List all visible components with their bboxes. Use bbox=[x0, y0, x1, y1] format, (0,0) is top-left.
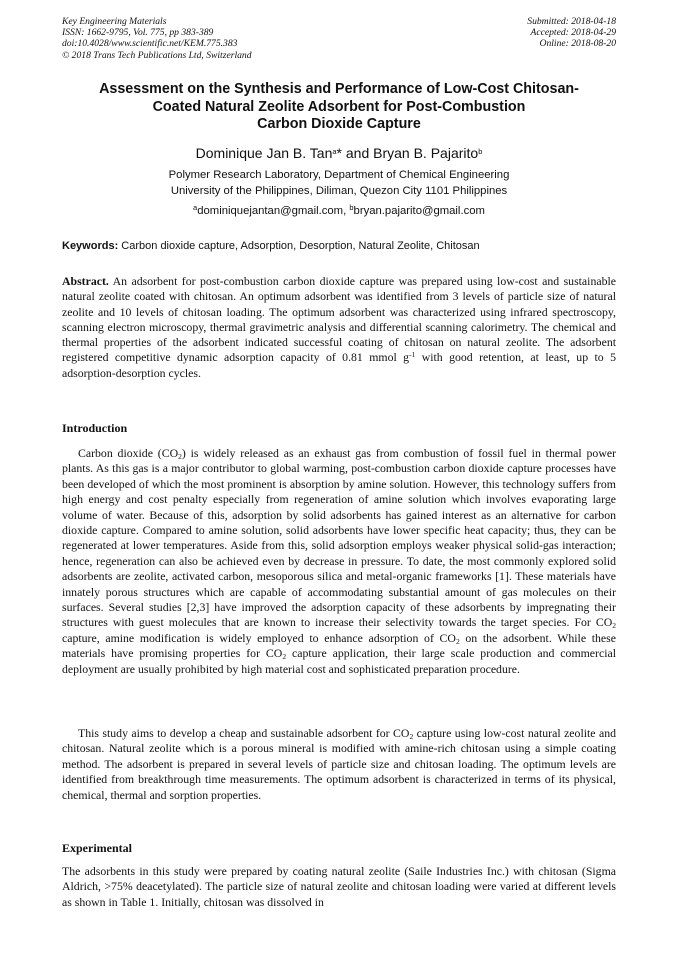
abstract-label: Abstract. bbox=[62, 274, 109, 288]
email-separator: , bbox=[343, 205, 350, 217]
paper-title bbox=[62, 81, 616, 134]
email-link[interactable]: dominiquejantan@gmail.com bbox=[197, 205, 344, 217]
experimental-paragraph-1: The adsorbents in this study were prepared by coating natural zeolite (Saile Industries Inc.) with chitosan (Sigma Aldrich, >75% deacetylated). The particle size of natural zeolite and chitosan loading were varied at different levels as shown in Table 1. Initially, chitosan was dissolved in bbox=[62, 864, 616, 909]
abstract-text: An adsorbent for post-combustion carbon dioxide capture was prepared using low-cost and sustainable natural zeolite coated with chitosan. An optimum adsorbent was identified from 3 levels of particle size of natural zeolite and 10 levels of chitosan loading. The optimum adsorbent was characterized using infrared spectroscopy, scanning electron microscopy, thermal gravimetric analysis and differential scanning calorimetry. The chemical and thermal properties of the adsorbent indicated successful coating of chitosan on natural zeolite. The adsorbent registered competitive dynamic adsorption capacity of 0.81 mmol g bbox=[62, 274, 616, 365]
keywords bbox=[62, 239, 480, 253]
author-list bbox=[62, 145, 616, 162]
journal-name: Key Engineering Materials bbox=[62, 16, 167, 27]
paragraph-text: on the adsorbent. While these materials have promising properties for CO bbox=[62, 630, 616, 661]
email-sup: a bbox=[193, 203, 198, 212]
keywords-label: Keywords: bbox=[62, 240, 119, 252]
journal-issn: ISSN: 1662-9795, Vol. 775, pp 383-389 bbox=[62, 27, 214, 39]
intro-paragraph-1 bbox=[62, 446, 616, 677]
corresponding-mark: * bbox=[336, 145, 342, 161]
paragraph-text: ) is widely released as an exhaust gas from combustion of fossil fuel in thermal power plants. As this gas is a major contributor to global warming, post-combustion carbon dioxide capture processes have been developed of which the most prominent is absorption by amine solution. However, this technology suffers from high energy and cost penalty especially from regeneration of amine solution which involves evaporating large volume of water. Because of this, adsorption by solid adsorbents has gained interest as an alternative for carbon dioxide capture. Compared to amine solution, solid adsorbents have lower specific heat capacity; thus, they can be regenerated at lower temperatures. Aside from this, solid adsorption employs weaker physical solid-gas interaction; hence, regeneration can also be achieved even by decrease in pressure. To date, the most commonly explored solid adsorbents are zeolite, activated carbon, mesoporous silica and metal-organic frameworks [1]. These materials have innately porous structures which are capable of accommodating substantial amount of gas molecules on their surfaces. Several studies [2,3] have improved the adsorption capacity of these adsorbents by impregnating their structures with guest molecules that are known to increase their selectivity towards the target species. For CO bbox=[62, 446, 617, 630]
intro-paragraph-2 bbox=[62, 726, 616, 803]
online-date: Online: 2018-08-20 bbox=[539, 38, 616, 50]
author-affil-sup: b bbox=[478, 147, 483, 156]
subscript: 2 bbox=[282, 652, 287, 662]
author-affil-sup: a bbox=[332, 147, 337, 156]
subscript: 2 bbox=[409, 732, 414, 741]
subscript: 2 bbox=[455, 636, 460, 646]
journal-doi: doi:10.4028/www.scientific.net/KEM.775.383 bbox=[62, 38, 238, 50]
paragraph-text: capture, amine modification is widely employed to enhance adsorption of CO bbox=[62, 630, 456, 645]
subscript: 2 bbox=[612, 621, 616, 631]
email-sup: b bbox=[349, 203, 354, 212]
journal-copyright: © 2018 Trans Tech Publications Ltd, Switzerland bbox=[62, 49, 252, 61]
accepted-date: Accepted: 2018-04-29 bbox=[530, 27, 616, 39]
journal-header-left bbox=[62, 16, 252, 61]
keywords-text: Carbon dioxide capture, Adsorption, Desorption, Natural Zeolite, Chitosan bbox=[118, 240, 480, 252]
journal-header-right bbox=[527, 16, 616, 50]
unit-superscript: -1 bbox=[409, 350, 416, 360]
title-line-1: Assessment on the Synthesis and Performance of Low-Cost Chitosan- bbox=[99, 81, 579, 97]
affiliation-line-1: Polymer Research Laboratory, Department of Chemical Engineering bbox=[168, 169, 510, 181]
affiliation-line-2: University of the Philippines, Diliman, Quezon City 1101 Philippines bbox=[170, 185, 508, 197]
author-and: and bbox=[341, 145, 374, 161]
title-line-3: Carbon Dioxide Capture bbox=[257, 116, 421, 133]
paragraph-text: capture using low-cost natural zeolite and chitosan. Natural zeolite which is a porous mineral is modified with amine-rich chitosan using a simple coating method. The adsorbent is prepared in several levels of particle size and chitosan loading. The optimum levels are identified from breakthrough time measurements. The optimum adsorbent is characterized in terms of its physical, chemical, thermal and sorption properties. bbox=[62, 726, 616, 802]
author-emails bbox=[62, 204, 616, 218]
paragraph-text: Carbon dioxide (CO bbox=[78, 446, 179, 460]
paragraph-text: capture application, their large scale production and commercial deployment are usually prohibited by high material cost and sophisticated preparation procedure. bbox=[62, 646, 616, 676]
author-name: Dominique Jan B. Tan bbox=[195, 145, 333, 161]
section-heading-experimental: Experimental bbox=[62, 841, 132, 855]
subscript: 2 bbox=[178, 452, 182, 461]
author-name: Bryan B. Pajarito bbox=[373, 145, 479, 161]
abstract bbox=[62, 274, 616, 381]
title-line-2: Coated Natural Zeolite Adsorbent for Post-Combustion bbox=[152, 98, 526, 115]
submitted-date: Submitted: 2018-04-18 bbox=[527, 16, 616, 27]
email-link[interactable]: bryan.pajarito@gmail.com bbox=[353, 205, 485, 217]
paragraph-text: This study aims to develop a cheap and sustainable adsorbent for CO bbox=[78, 726, 410, 740]
section-heading-introduction: Introduction bbox=[62, 421, 128, 435]
affiliation bbox=[62, 167, 616, 199]
abstract-text: with good retention, at least, up to 5 adsorption-desorption cycles. bbox=[62, 350, 616, 380]
